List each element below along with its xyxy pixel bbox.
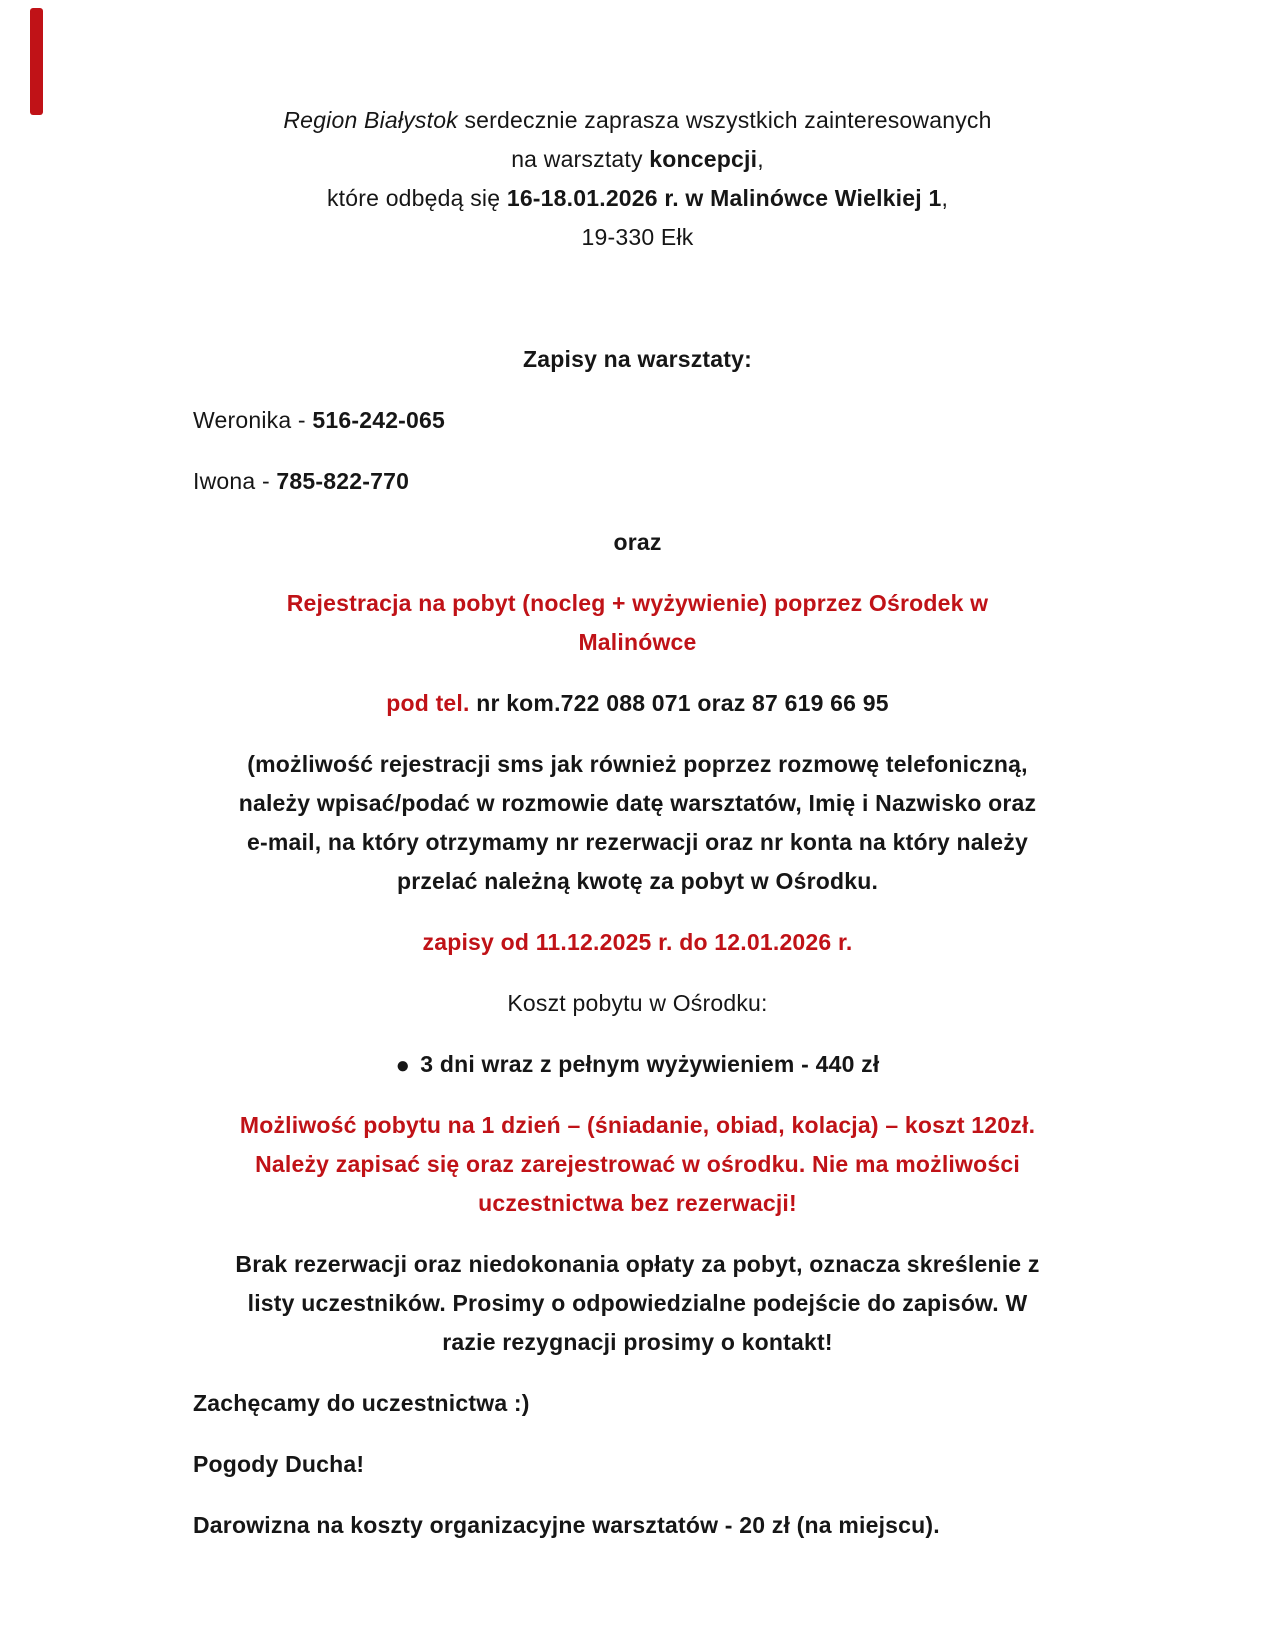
red-caret-mark: [30, 8, 43, 115]
contact-name: Weronika -: [193, 407, 313, 433]
registration-heading: Rejestracja na pobyt (nocleg + wyżywienie) poprzez Ośrodek w Malinówce: [286, 590, 989, 655]
closing-farewell: Pogody Ducha!: [193, 1451, 365, 1477]
connector-word: oraz: [613, 529, 662, 555]
contact-phone: 785-822-770: [276, 468, 410, 494]
closing-donation: Darowizna na koszty organizacyjne warsztatów - 20 zł (na miejscu).: [193, 1512, 940, 1538]
registration-details: (możliwość rejestracji sms jak również poprzez rozmowę telefoniczną, należy wpisać/podać w rozmowie datę warsztatów, Imię i Nazwisko oraz e-mail, na który otrzymamy nr rezerwacji oraz nr konta na który należy przelać należną kwotę za pobyt w Ośrodku.: [238, 751, 1037, 894]
registration-phone-line: [193, 684, 1082, 723]
postal-address: 19-330 Ełk: [581, 224, 694, 250]
document-content: [193, 101, 1082, 1567]
one-day-offer: Możliwość pobytu na 1 dzień – (śniadanie, obiad, kolacja) – koszt 120zł. Należy zapisać się oraz zarejestrować w ośrodku. Nie ma możliwości uczestnictwa bez rezerwacji!: [239, 1112, 1036, 1216]
invitation-line-3: które odbędą się 16-18.01.2026 r. w Malinówce Wielkiej 1,: [326, 185, 949, 211]
contact-iwona: [193, 462, 1082, 501]
cost-heading: Koszt pobytu w Ośrodku:: [507, 990, 768, 1016]
contact-name: Iwona -: [193, 468, 277, 494]
workshop-date-location: 16-18.01.2026 r. w Malinówce Wielkiej 1: [506, 185, 942, 211]
contact-phone: 516-242-065: [312, 407, 446, 433]
invitation-line-1: Region Białystok serdecznie zaprasza wszystkich zainteresowanych: [283, 107, 992, 133]
invitation-line-2: na warsztaty koncepcji,: [511, 146, 764, 172]
bullet-icon: ●: [395, 1052, 411, 1079]
region-name: Region Białystok: [283, 107, 458, 133]
signup-period: zapisy od 11.12.2025 r. do 12.01.2026 r.: [422, 929, 853, 955]
workshop-type: koncepcji: [649, 146, 758, 172]
closing-encouragement: Zachęcamy do uczestnictwa :): [193, 1390, 530, 1416]
phone-label: pod tel.: [386, 690, 470, 716]
reservation-warning: Brak rezerwacji oraz niedokonania opłaty za pobyt, oznacza skreślenie z listy uczestników. Prosimy o odpowiedzialne podejście do zapisów. W razie rezygnacji prosimy o kontakt!: [235, 1251, 1040, 1355]
cost-bullet-item: [193, 1045, 1082, 1084]
invitation-header: [193, 101, 1082, 257]
signup-heading: Zapisy na warsztaty:: [523, 346, 752, 372]
contact-weronika: [193, 401, 1082, 440]
phone-numbers: nr kom.722 088 071 oraz 87 619 66 95: [469, 690, 889, 716]
blank-line: [193, 279, 1082, 318]
cost-bullet-text: 3 dni wraz z pełnym wyżywieniem - 440 zł: [420, 1051, 880, 1077]
